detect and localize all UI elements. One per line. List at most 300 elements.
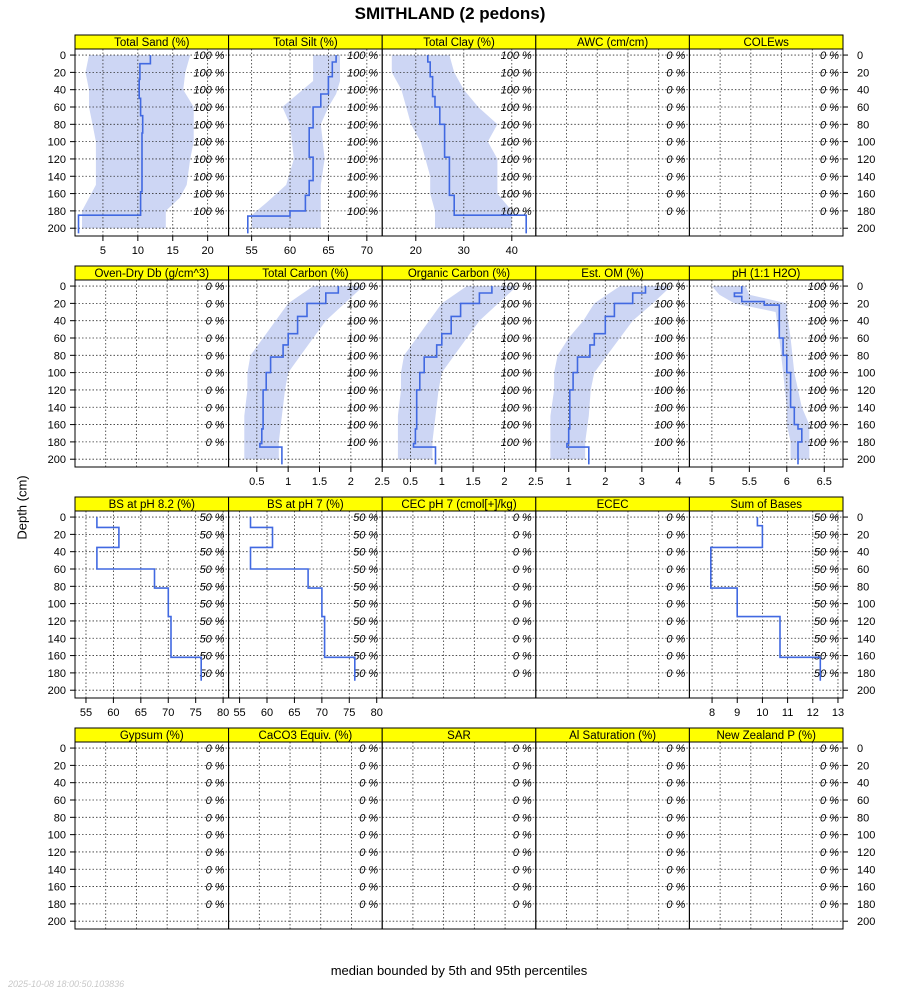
pct-label: 0 % <box>666 633 686 646</box>
panel-title: Sum of Bases <box>730 499 802 511</box>
y-tick-label: 60 <box>857 795 870 808</box>
x-tick-label: 75 <box>189 707 202 719</box>
y-tick-label: 180 <box>47 436 66 449</box>
pct-label: 0 % <box>512 615 532 628</box>
timestamp: 2025-10-08 18:00:50.103836 <box>8 979 125 989</box>
y-tick-label: 60 <box>53 795 66 808</box>
pct-label: 100 % <box>500 298 532 311</box>
y-tick-label: 40 <box>857 546 870 559</box>
pct-label: 100 % <box>346 436 379 449</box>
pct-label: 0 % <box>205 384 225 397</box>
pct-label: 50 % <box>353 667 379 680</box>
panel-7 <box>229 266 390 488</box>
pct-label: 100 % <box>807 402 839 415</box>
pct-label: 0 % <box>820 153 839 166</box>
x-tick-label: 15 <box>166 245 179 257</box>
y-tick-label: 200 <box>47 454 66 467</box>
pct-label: 0 % <box>666 50 686 63</box>
pct-label: 50 % <box>813 650 839 663</box>
x-tick-label: 60 <box>260 707 274 719</box>
pct-label: 100 % <box>346 315 379 328</box>
pct-label: 0 % <box>666 153 686 166</box>
y-tick-label: 160 <box>47 881 66 894</box>
pct-label: 0 % <box>820 171 839 184</box>
pct-label: 0 % <box>512 546 532 559</box>
pct-label: 100 % <box>346 119 379 132</box>
x-tick-label: 0.5 <box>402 476 419 488</box>
pct-label: 100 % <box>807 436 839 449</box>
y-tick-label: 20 <box>857 760 870 773</box>
x-tick-label: 5 <box>708 476 715 488</box>
pct-label: 50 % <box>813 564 839 577</box>
panel-4 <box>536 35 690 236</box>
pct-label: 0 % <box>666 171 686 184</box>
pct-label: 100 % <box>654 384 686 397</box>
x-tick-label: 40 <box>505 245 518 257</box>
pct-label: 100 % <box>346 136 379 149</box>
y-tick-label: 200 <box>857 454 876 467</box>
pct-label: 0 % <box>205 333 225 346</box>
pct-label: 100 % <box>346 67 379 80</box>
y-tick-label: 60 <box>857 102 870 115</box>
x-tick-label: 80 <box>216 707 230 719</box>
pct-label: 100 % <box>346 333 379 346</box>
x-tick-label: 3 <box>638 476 645 488</box>
x-tick-label: 60 <box>283 245 297 257</box>
pct-label: 100 % <box>807 298 839 311</box>
pct-label: 50 % <box>813 598 839 611</box>
panel-title: Oven-Dry Db (g/cm^3) <box>94 268 210 280</box>
pct-label: 0 % <box>820 898 839 911</box>
panel-title: CaCO3 Equiv. (%) <box>258 730 353 742</box>
pct-label: 0 % <box>820 777 839 790</box>
pct-label: 100 % <box>346 402 379 415</box>
pct-label: 100 % <box>654 350 686 363</box>
y-tick-label: 180 <box>857 205 876 218</box>
pct-label: 50 % <box>353 633 379 646</box>
x-tick-label: 9 <box>734 707 741 719</box>
panel-20 <box>689 728 875 929</box>
y-tick-label: 160 <box>857 419 876 432</box>
y-axis-label: Depth (cm) <box>14 475 30 540</box>
x-tick-label: 1 <box>285 476 292 488</box>
pct-label: 0 % <box>666 205 686 218</box>
panel-8 <box>382 266 543 488</box>
pct-label: 0 % <box>666 650 686 663</box>
pct-label: 0 % <box>512 829 532 842</box>
median-line <box>97 517 201 681</box>
y-tick-label: 140 <box>47 633 66 646</box>
x-tick-label: 1 <box>565 476 572 488</box>
panel-title: ECEC <box>596 499 629 511</box>
y-tick-label: 80 <box>53 350 66 363</box>
pct-label: 100 % <box>193 153 225 166</box>
pct-label: 0 % <box>820 829 839 842</box>
pct-label: 0 % <box>666 512 686 525</box>
pct-label: 100 % <box>500 119 532 132</box>
x-tick-label: 1 <box>438 476 445 488</box>
panel-14 <box>536 497 690 698</box>
pct-label: 0 % <box>205 864 225 877</box>
pct-label: 100 % <box>807 315 839 328</box>
y-tick-label: 80 <box>857 812 870 825</box>
y-tick-label: 100 <box>857 829 876 842</box>
pct-label: 100 % <box>654 402 686 415</box>
panel-12 <box>229 497 383 719</box>
pct-label: 50 % <box>813 615 839 628</box>
pct-label: 50 % <box>353 529 379 542</box>
pct-label: 0 % <box>512 564 532 577</box>
y-tick-label: 120 <box>47 153 66 166</box>
pct-label: 0 % <box>820 881 839 894</box>
y-tick-label: 0 <box>59 743 66 756</box>
pct-label: 0 % <box>512 846 532 859</box>
panel-title: CEC pH 7 (cmol[+]/kg) <box>401 499 517 511</box>
pct-label: 0 % <box>512 743 532 756</box>
pct-label: 100 % <box>193 188 225 201</box>
pct-label: 100 % <box>346 350 379 363</box>
y-tick-label: 40 <box>857 777 870 790</box>
x-tick-label: 5.5 <box>741 476 757 488</box>
pct-label: 100 % <box>500 350 532 363</box>
pct-label: 100 % <box>500 136 532 149</box>
panel-11 <box>48 497 230 719</box>
median-line <box>711 517 821 681</box>
pct-label: 0 % <box>512 760 532 773</box>
pct-label: 0 % <box>666 864 686 877</box>
y-tick-label: 40 <box>857 315 870 328</box>
y-tick-label: 100 <box>857 598 876 611</box>
pct-label: 0 % <box>512 633 532 646</box>
panel-title: Al Saturation (%) <box>569 730 657 742</box>
pct-label: 50 % <box>813 546 839 559</box>
pct-label: 50 % <box>199 529 225 542</box>
x-tick-label: 10 <box>131 245 144 257</box>
y-tick-label: 100 <box>47 136 66 149</box>
panel-title: Est. OM (%) <box>581 268 644 280</box>
pct-label: 0 % <box>666 898 686 911</box>
y-tick-label: 180 <box>857 436 876 449</box>
x-tick-label: 12 <box>806 707 819 719</box>
y-tick-label: 80 <box>857 119 870 132</box>
y-tick-label: 100 <box>47 598 66 611</box>
x-tick-label: 55 <box>233 707 246 719</box>
panel-2 <box>229 35 383 257</box>
pct-label: 0 % <box>205 743 225 756</box>
y-tick-label: 40 <box>53 777 66 790</box>
pct-label: 0 % <box>359 846 379 859</box>
pct-label: 0 % <box>666 598 686 611</box>
pct-label: 0 % <box>820 205 839 218</box>
pct-label: 0 % <box>205 829 225 842</box>
pct-label: 0 % <box>359 795 379 808</box>
x-tick-label: 55 <box>79 707 93 719</box>
x-tick-label: 70 <box>162 707 175 719</box>
pct-label: 100 % <box>500 171 532 184</box>
pct-label: 0 % <box>205 777 225 790</box>
panel-title: BS at pH 8.2 (%) <box>108 499 195 511</box>
panel-title: pH (1:1 H2O) <box>732 268 801 280</box>
pct-label: 0 % <box>205 846 225 859</box>
x-tick-label: 65 <box>134 707 147 719</box>
y-tick-label: 200 <box>857 916 876 929</box>
pct-label: 100 % <box>346 384 379 397</box>
y-tick-label: 160 <box>857 188 876 201</box>
pct-label: 0 % <box>666 546 686 559</box>
pct-label: 100 % <box>500 153 532 166</box>
y-tick-label: 140 <box>857 864 876 877</box>
y-tick-label: 200 <box>47 916 66 929</box>
panel-title: AWC (cm/cm) <box>577 37 649 49</box>
x-tick-label: 2 <box>602 476 609 488</box>
x-tick-label: 0.5 <box>249 476 265 488</box>
pct-label: 50 % <box>813 667 839 680</box>
pct-label: 0 % <box>205 367 225 380</box>
pct-label: 100 % <box>500 102 532 115</box>
x-tick-label: 10 <box>756 707 769 719</box>
x-tick-label: 2.5 <box>374 476 390 488</box>
y-tick-label: 160 <box>857 881 876 894</box>
pct-label: 100 % <box>193 171 225 184</box>
x-tick-label: 13 <box>831 707 845 719</box>
pct-label: 100 % <box>346 419 379 432</box>
pct-label: 100 % <box>346 50 379 63</box>
y-tick-label: 120 <box>47 615 66 628</box>
y-tick-label: 180 <box>47 667 66 680</box>
y-tick-label: 100 <box>857 136 876 149</box>
pct-label: 0 % <box>359 898 379 911</box>
y-tick-label: 200 <box>47 223 66 236</box>
y-tick-label: 180 <box>857 898 876 911</box>
y-tick-label: 0 <box>857 512 864 525</box>
y-tick-label: 20 <box>857 298 870 311</box>
y-tick-label: 80 <box>857 581 870 594</box>
y-tick-label: 20 <box>53 760 66 773</box>
pct-label: 0 % <box>359 829 379 842</box>
x-tick-label: 80 <box>370 707 383 719</box>
y-tick-label: 100 <box>47 367 66 380</box>
pct-label: 0 % <box>820 846 839 859</box>
pct-label: 100 % <box>346 102 379 115</box>
pct-label: 0 % <box>666 743 686 756</box>
x-tick-label: 1.5 <box>311 476 328 488</box>
pct-label: 0 % <box>820 119 839 132</box>
y-tick-label: 20 <box>857 529 870 542</box>
pct-label: 0 % <box>666 795 686 808</box>
panel-title: New Zealand P (%) <box>716 730 816 742</box>
pct-label: 0 % <box>666 564 686 577</box>
pct-label: 50 % <box>353 512 379 525</box>
pct-label: 100 % <box>500 436 532 449</box>
pct-label: 100 % <box>193 205 225 218</box>
x-tick-label: 20 <box>201 245 214 257</box>
y-tick-label: 200 <box>857 685 876 698</box>
pct-label: 0 % <box>820 760 839 773</box>
pct-label: 0 % <box>512 581 532 594</box>
y-tick-label: 60 <box>53 564 66 577</box>
pct-label: 0 % <box>205 812 225 825</box>
pct-label: 0 % <box>205 760 225 773</box>
pct-label: 50 % <box>199 667 225 680</box>
x-tick-label: 75 <box>343 707 356 719</box>
pct-label: 0 % <box>820 743 839 756</box>
pct-label: 0 % <box>820 102 839 115</box>
y-tick-label: 20 <box>53 529 66 542</box>
y-tick-label: 180 <box>47 205 66 218</box>
y-tick-label: 0 <box>59 50 66 63</box>
pct-label: 100 % <box>500 67 532 80</box>
pct-label: 50 % <box>813 581 839 594</box>
pct-label: 100 % <box>500 419 532 432</box>
y-tick-label: 20 <box>857 67 870 80</box>
pct-label: 0 % <box>359 812 379 825</box>
x-tick-label: 2 <box>347 476 354 488</box>
pct-label: 100 % <box>193 119 225 132</box>
panel-3 <box>382 35 536 257</box>
pct-label: 0 % <box>205 315 225 328</box>
pct-label: 0 % <box>666 667 686 680</box>
x-tick-label: 20 <box>409 245 422 257</box>
pct-label: 0 % <box>666 615 686 628</box>
panel-title: Organic Carbon (%) <box>407 268 511 280</box>
pct-label: 100 % <box>193 84 225 97</box>
pct-label: 0 % <box>820 795 839 808</box>
pct-label: 100 % <box>500 188 532 201</box>
percentile-band <box>392 55 512 228</box>
y-tick-label: 180 <box>857 667 876 680</box>
pct-label: 50 % <box>813 529 839 542</box>
pct-label: 100 % <box>654 281 686 294</box>
pct-label: 50 % <box>353 615 379 628</box>
x-tick-label: 6 <box>783 476 790 488</box>
pct-label: 0 % <box>820 67 839 80</box>
pct-label: 100 % <box>654 315 686 328</box>
y-tick-label: 120 <box>857 615 876 628</box>
pct-label: 0 % <box>820 812 839 825</box>
panel-1 <box>48 35 229 257</box>
y-tick-label: 40 <box>53 84 66 97</box>
pct-label: 0 % <box>820 188 839 201</box>
panel-title: BS at pH 7 (%) <box>267 499 344 511</box>
y-tick-label: 160 <box>47 419 66 432</box>
pct-label: 100 % <box>807 350 839 363</box>
y-tick-label: 60 <box>857 333 870 346</box>
pct-label: 100 % <box>500 402 532 415</box>
panel-title: Total Sand (%) <box>114 37 190 49</box>
pct-label: 50 % <box>353 598 379 611</box>
pct-label: 100 % <box>193 67 225 80</box>
pct-label: 0 % <box>666 136 686 149</box>
pct-label: 0 % <box>666 812 686 825</box>
pct-label: 100 % <box>654 367 686 380</box>
pct-label: 50 % <box>813 633 839 646</box>
pct-label: 0 % <box>666 529 686 542</box>
y-tick-label: 120 <box>47 846 66 859</box>
y-tick-label: 80 <box>53 812 66 825</box>
x-tick-label: 55 <box>245 245 258 257</box>
panel-16 <box>48 728 229 929</box>
pct-label: 100 % <box>500 205 532 218</box>
y-tick-label: 60 <box>53 102 66 115</box>
panel-title: Total Clay (%) <box>423 37 495 49</box>
x-tick-label: 30 <box>457 245 470 257</box>
x-tick-label: 4 <box>675 476 682 488</box>
y-tick-label: 40 <box>53 315 66 328</box>
panel-title: Total Silt (%) <box>273 37 338 49</box>
panel-10 <box>689 266 875 488</box>
pct-label: 0 % <box>512 650 532 663</box>
y-tick-label: 40 <box>857 84 870 97</box>
y-tick-label: 100 <box>857 367 876 380</box>
pct-label: 0 % <box>512 881 532 894</box>
y-tick-label: 0 <box>857 50 864 63</box>
y-tick-label: 120 <box>47 384 66 397</box>
x-tick-label: 65 <box>288 707 301 719</box>
x-tick-label: 6.5 <box>816 476 832 488</box>
y-tick-label: 200 <box>47 685 66 698</box>
pct-label: 0 % <box>512 777 532 790</box>
pct-label: 100 % <box>346 205 379 218</box>
x-tick-label: 70 <box>315 707 328 719</box>
pct-label: 0 % <box>666 188 686 201</box>
pct-label: 100 % <box>346 188 379 201</box>
pct-label: 50 % <box>199 650 225 663</box>
pct-label: 100 % <box>193 102 225 115</box>
pct-label: 100 % <box>807 367 839 380</box>
pct-label: 0 % <box>512 898 532 911</box>
pct-label: 0 % <box>359 864 379 877</box>
pct-label: 0 % <box>666 760 686 773</box>
pct-label: 100 % <box>654 419 686 432</box>
y-tick-label: 80 <box>53 581 66 594</box>
y-tick-label: 0 <box>857 743 864 756</box>
x-tick-label: 2.5 <box>528 476 544 488</box>
median-line <box>251 517 355 681</box>
pct-label: 0 % <box>359 760 379 773</box>
pct-label: 50 % <box>353 581 379 594</box>
pct-label: 0 % <box>666 881 686 894</box>
panel-19 <box>536 728 690 929</box>
x-tick-label: 70 <box>360 245 373 257</box>
pct-label: 0 % <box>666 777 686 790</box>
pct-label: 50 % <box>199 512 225 525</box>
pct-label: 100 % <box>500 333 532 346</box>
y-tick-label: 140 <box>857 633 876 646</box>
pct-label: 100 % <box>807 333 839 346</box>
pct-label: 0 % <box>205 881 225 894</box>
panel-title: COLEws <box>743 37 789 49</box>
pct-label: 100 % <box>500 367 532 380</box>
y-tick-label: 20 <box>53 67 66 80</box>
pct-label: 100 % <box>346 153 379 166</box>
x-tick-label: 2 <box>501 476 508 488</box>
pct-label: 0 % <box>205 898 225 911</box>
pct-label: 0 % <box>512 529 532 542</box>
chart-title: SMITHLAND (2 pedons) <box>354 4 546 23</box>
pct-label: 0 % <box>205 419 225 432</box>
pct-label: 50 % <box>199 598 225 611</box>
pct-label: 0 % <box>205 281 225 294</box>
y-tick-label: 160 <box>47 188 66 201</box>
pct-label: 0 % <box>359 743 379 756</box>
pct-label: 100 % <box>654 333 686 346</box>
panel-18 <box>382 728 536 929</box>
pct-label: 100 % <box>346 84 379 97</box>
pct-label: 0 % <box>359 777 379 790</box>
panel-5 <box>689 35 875 236</box>
pct-label: 50 % <box>199 633 225 646</box>
pct-label: 100 % <box>654 298 686 311</box>
